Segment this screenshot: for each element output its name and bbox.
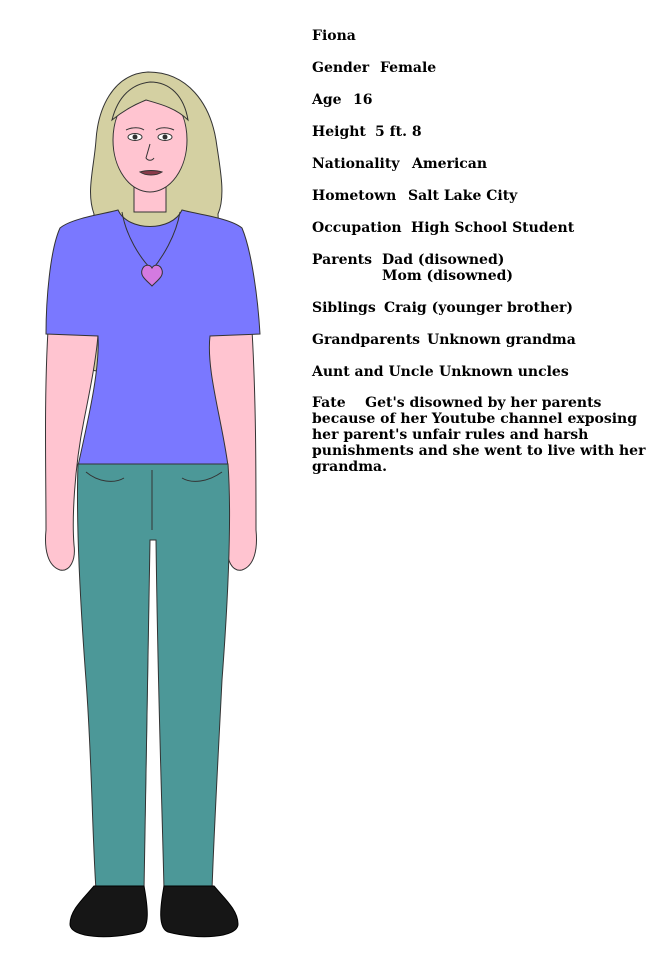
jeans bbox=[77, 464, 229, 890]
field-value-mom: Mom (disowned) bbox=[382, 268, 514, 284]
field-nationality bbox=[312, 156, 488, 172]
field-label: Age bbox=[312, 92, 342, 108]
field-value: Craig (younger brother) bbox=[384, 300, 574, 316]
field-label: Occupation bbox=[312, 220, 402, 236]
field-grandparents bbox=[312, 332, 576, 348]
character-name: Fiona bbox=[312, 28, 356, 44]
field-occupation bbox=[312, 220, 575, 236]
field-value: Female bbox=[380, 60, 437, 76]
field-hometown bbox=[312, 188, 518, 204]
field-value: Unknown grandma bbox=[427, 332, 576, 348]
field-age bbox=[312, 92, 373, 108]
field-label: Hometown bbox=[312, 188, 397, 204]
field-label: Siblings bbox=[312, 300, 376, 316]
field-aunt-uncle bbox=[312, 364, 569, 380]
character-illustration bbox=[0, 0, 300, 953]
field-label: Gender bbox=[312, 60, 370, 76]
field-siblings bbox=[312, 300, 574, 316]
field-label: Aunt and Uncle bbox=[312, 364, 434, 380]
field-fate bbox=[312, 395, 648, 475]
right-shoe bbox=[161, 886, 238, 937]
field-value: 16 bbox=[353, 92, 373, 108]
field-gender bbox=[312, 60, 437, 76]
field-parents bbox=[312, 252, 514, 284]
field-label: Grandparents bbox=[312, 332, 421, 348]
field-value: High School Student bbox=[411, 220, 575, 236]
field-label: Parents bbox=[312, 252, 373, 268]
field-height bbox=[312, 124, 422, 140]
field-label: Nationality bbox=[312, 156, 400, 172]
field-value: 5 ft. 8 bbox=[375, 124, 422, 140]
field-value: Salt Lake City bbox=[408, 188, 518, 204]
field-value-dad: Dad (disowned) bbox=[382, 252, 505, 268]
field-label: Height bbox=[312, 124, 366, 140]
left-shoe bbox=[70, 886, 147, 937]
field-value: American bbox=[412, 156, 488, 172]
field-value: Get's disowned by her parents because of her Youtube channel exposing her parent's unfair rules and harsh punishments and she went to live with her grandma. bbox=[312, 395, 646, 475]
field-value: Unknown uncles bbox=[439, 364, 569, 380]
field-label: Fate bbox=[312, 395, 346, 411]
